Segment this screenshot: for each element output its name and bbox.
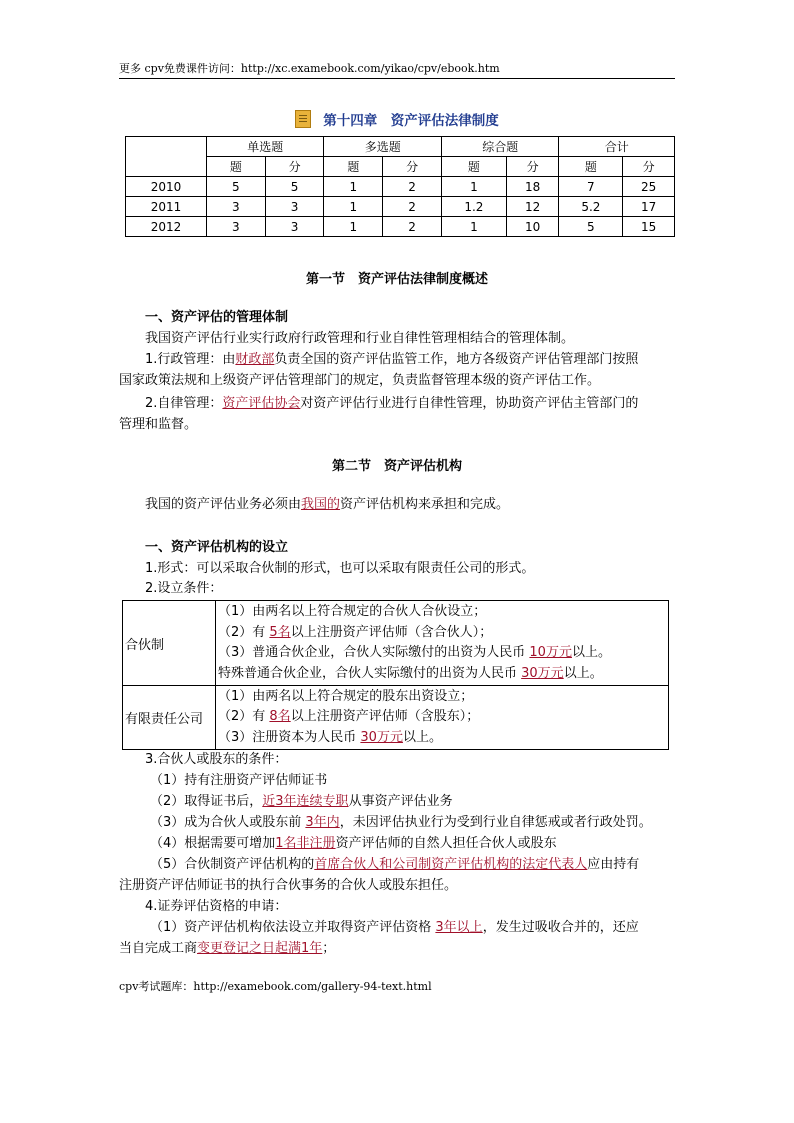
condition-line: （1）由两名以上符合规定的合伙人合伙设立； [218, 604, 487, 619]
table-cell: 5 [207, 177, 266, 197]
highlight: 10万元 [529, 645, 572, 660]
table-cell: 2 [383, 217, 442, 237]
condition-line: （1）由两名以上符合规定的股东出资设立； [218, 688, 474, 704]
table-cell: 5.2 [559, 197, 623, 217]
exam-stats-table [125, 136, 675, 237]
document-icon [295, 110, 311, 128]
table-cell: 17 [623, 197, 675, 217]
highlight: 我国的 [301, 497, 341, 512]
highlight: 3年以上 [435, 920, 483, 935]
table-cell: 3 [207, 197, 266, 217]
text: 以上注册资产评估师（含合伙人）； [290, 624, 493, 640]
highlight: 首席合伙人和公司制资产评估机构的法定代表人 [314, 857, 588, 872]
highlight: 8名 [269, 709, 291, 725]
table-row [126, 197, 675, 217]
paragraph [150, 833, 710, 854]
paragraph [145, 494, 705, 515]
table-row [123, 686, 669, 750]
table-cell: 1.2 [441, 197, 506, 217]
text: 我国的资产评估业务必须由 [145, 497, 302, 512]
sub-header: 题 [207, 157, 266, 177]
table-cell: 1 [441, 217, 506, 237]
table-cell: 15 [623, 217, 675, 237]
page-footer: cpv考试题库：http://examebook.com/gallery-94-text.html [119, 980, 432, 993]
table-row [126, 217, 675, 237]
paragraph [145, 349, 705, 370]
conditions-cell [216, 686, 669, 750]
section1-title: 第一节 资产评估法律制度概述 [305, 272, 488, 287]
group-header: 单选题 [207, 137, 324, 157]
text: （2）取得证书后， [150, 794, 263, 809]
group-header: 多选题 [324, 137, 441, 157]
highlight: 变更登记之日起满1年 [197, 941, 323, 956]
text: 以上。 [563, 665, 603, 681]
paragraph [145, 393, 705, 414]
table-cell: 2 [383, 197, 442, 217]
text: 以上注册资产评估师（含股东）； [290, 709, 480, 725]
table-cell: 3 [265, 197, 324, 217]
table-cell: 7 [559, 177, 623, 197]
table-cell: 1 [441, 177, 506, 197]
table-cell: 1 [324, 177, 383, 197]
highlight: 30万元 [360, 729, 403, 745]
paragraph [150, 812, 710, 833]
sub-header: 题 [559, 157, 623, 177]
paragraph: 我国资产评估行业实行政府行政管理和行业自律性管理相结合的管理体制。 [145, 331, 575, 346]
table-cell: 1 [324, 217, 383, 237]
section2-heading: 一、资产评估机构的设立 [145, 540, 289, 555]
table-cell: 2 [383, 177, 442, 197]
text: 当自完成工商 [119, 941, 198, 956]
text: 1.行政管理：由 [145, 352, 236, 367]
text: ； [322, 941, 336, 956]
sub-header: 分 [623, 157, 675, 177]
text: 对资产评估行业进行自律性管理，协助资产评估主管部门的 [300, 396, 639, 411]
condition-line [218, 643, 666, 664]
sub-header: 题 [441, 157, 506, 177]
group-header: 综合题 [441, 137, 559, 157]
text: 资产评估机构来承担和完成。 [340, 497, 510, 512]
text: 特殊普通合伙企业，合伙人实际缴付的出资为人民币 [218, 665, 522, 681]
table-cell: 5 [559, 217, 623, 237]
paragraph: 管理和监督。 [119, 417, 198, 432]
text: （1）资产评估机构依法设立并取得资产评估资格 [150, 920, 436, 935]
text: （2）有 [218, 624, 270, 640]
highlight: 3年内 [305, 815, 340, 830]
sub-header: 分 [265, 157, 324, 177]
chapter-title-row [0, 109, 794, 129]
table-cell: 3 [265, 217, 324, 237]
highlight: 资产评估协会 [222, 396, 301, 411]
paragraph [150, 917, 710, 938]
sub-header: 分 [506, 157, 559, 177]
text: 以上。 [402, 729, 442, 745]
paragraph: 国家政策法规和上级资产评估管理部门的规定，负责监督管理本级的资产评估工作。 [119, 373, 601, 388]
paragraph: （1）持有注册资产评估师证书 [150, 773, 328, 788]
corner-cell [126, 137, 207, 177]
text: （5）合伙制资产评估机构的 [150, 857, 315, 872]
condition-line [218, 707, 666, 728]
label-cell: 合伙制 [123, 601, 216, 686]
text: （2）有 [218, 709, 270, 725]
text: 2.自律管理： [145, 396, 223, 411]
text: 负责全国的资产评估监管工作，地方各级资产评估管理部门按照 [274, 352, 639, 367]
table-cell: 10 [506, 217, 559, 237]
section2-title: 第二节 资产评估机构 [331, 459, 462, 474]
table-row [126, 157, 675, 177]
year-cell: 2010 [126, 177, 207, 197]
table-cell: 1 [324, 197, 383, 217]
condition-line [218, 728, 666, 749]
paragraph: 3.合伙人或股东的条件： [145, 752, 288, 767]
page-header: 更多 cpv免费课件访问：http://xc.examebook.com/yikao/cpv/ebook.htm [119, 60, 675, 79]
sub-header: 分 [383, 157, 442, 177]
conditions-cell [216, 601, 669, 686]
label-cell: 有限责任公司 [123, 686, 216, 750]
paragraph [150, 854, 710, 875]
highlight: 近3年连续专职 [262, 794, 349, 809]
table-row [126, 177, 675, 197]
group-header: 合计 [559, 137, 675, 157]
year-cell: 2012 [126, 217, 207, 237]
text: （3）注册资本为人民币 [218, 729, 361, 745]
paragraph: 注册资产评估师证书的执行合伙事务的合伙人或股东担任。 [119, 878, 458, 893]
table-row [123, 601, 669, 686]
table-cell: 12 [506, 197, 559, 217]
highlight: 5名 [269, 624, 291, 640]
paragraph: 2.设立条件： [145, 581, 223, 596]
paragraph [150, 791, 710, 812]
text: （4）根据需要可增加 [150, 836, 276, 851]
chapter-title: 第十四章 资产评估法律制度 [323, 113, 499, 129]
text: （3）成为合伙人或股东前 [150, 815, 306, 830]
table-row [126, 137, 675, 157]
paragraph [119, 938, 679, 959]
text: 应由持有 [587, 857, 640, 872]
year-cell: 2011 [126, 197, 207, 217]
text: 资产评估师的自然人担任合伙人或股东 [335, 836, 557, 851]
table-cell: 18 [506, 177, 559, 197]
paragraph: 1.形式：可以采取合伙制的形式，也可以采取有限责任公司的形式。 [145, 561, 535, 576]
condition-line [218, 623, 666, 644]
highlight: 财政部 [235, 352, 275, 367]
section1-heading: 一、资产评估的管理体制 [145, 310, 289, 325]
text: 从事资产评估业务 [348, 794, 453, 809]
sub-header: 题 [324, 157, 383, 177]
highlight: 1名非注册 [275, 836, 336, 851]
condition-line [218, 664, 666, 685]
table-cell: 5 [265, 177, 324, 197]
text: （3）普通合伙企业，合伙人实际缴付的出资为人民币 [218, 645, 530, 660]
text: 以上。 [571, 645, 611, 660]
table-cell: 25 [623, 177, 675, 197]
setup-conditions-table [122, 600, 669, 750]
highlight: 30万元 [521, 665, 564, 681]
paragraph: 4.证券评估资格的申请： [145, 899, 288, 914]
text: ，未因评估执业行为受到行业自律惩戒或者行政处罚。 [339, 815, 652, 830]
text: ，发生过吸收合并的，还应 [482, 920, 639, 935]
table-cell: 3 [207, 217, 266, 237]
